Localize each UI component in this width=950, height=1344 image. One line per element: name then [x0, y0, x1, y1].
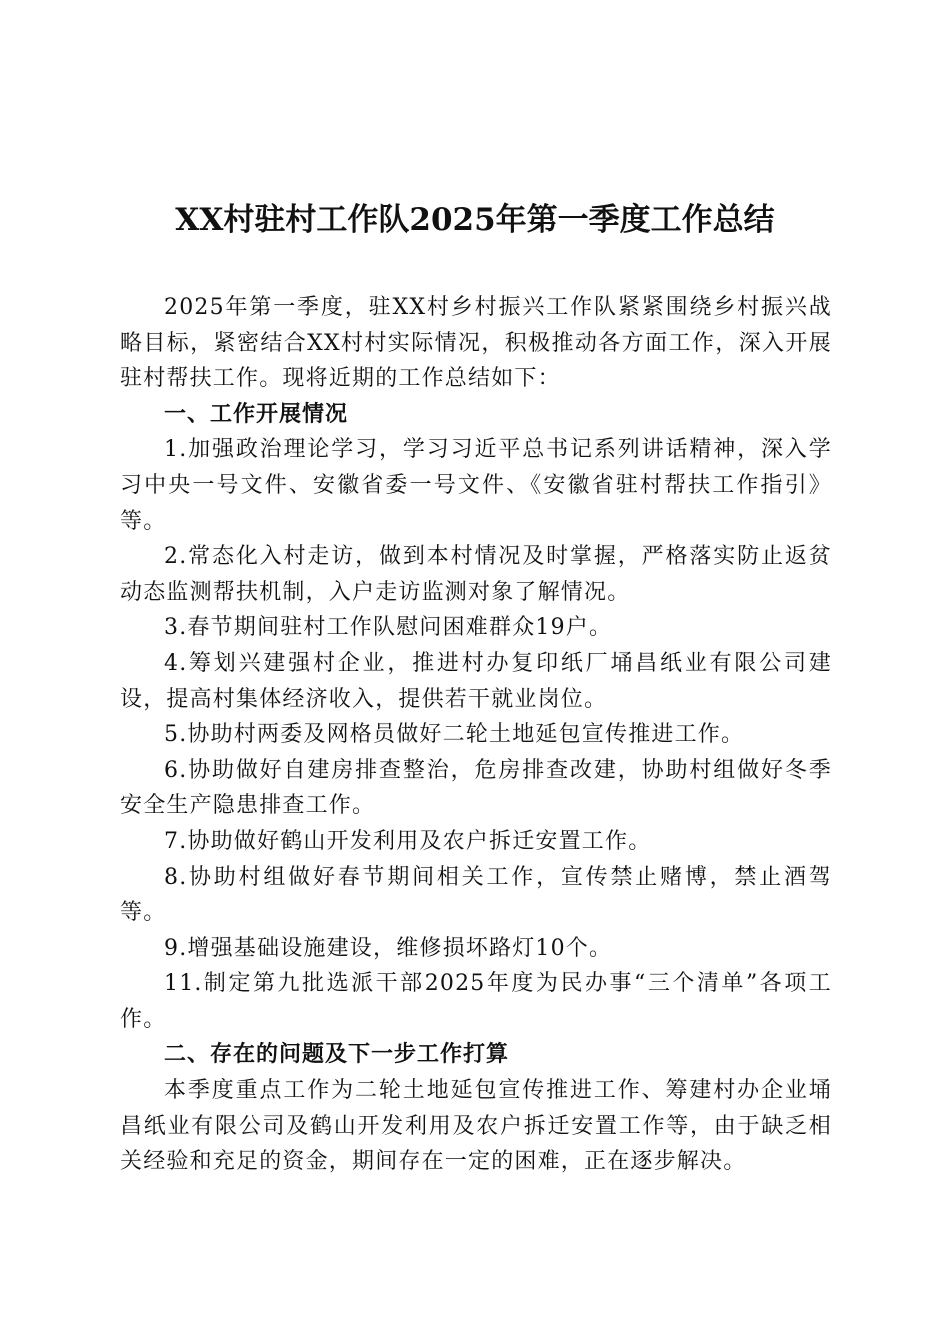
list-item: 5.协助村两委及网格员做好二轮土地延包宣传推进工作。: [164, 722, 745, 748]
list-item: 1.加强政治理论学习，学习习近平总书记系列讲话精神，深入学习中央一号文件、安徽省委一号文件、《安徽省驻村帮扶工作指引》等。: [120, 437, 832, 534]
list-item: 7.协助做好鹤山开发利用及农户拆迁安置工作。: [164, 828, 652, 854]
document-title: XX村驻村工作队2025年第一季度工作总结: [175, 202, 775, 238]
list-item: 8.协助村组做好春节期间相关工作，宣传禁止赌博，禁止酒驾等。: [120, 864, 832, 926]
list-item: 6.协助做好自建房排查整治，危房排查改建，协助村组做好冬季安全生产隐患排查工作。: [120, 757, 832, 819]
list-item: 9.增强基础设施建设，维修损坏路灯10个。: [164, 935, 613, 961]
problems-paragraph: 本季度重点工作为二轮土地延包宣传推进工作、筹建村办企业埇昌纸业有限公司及鹤山开发利用及农户拆迁安置工作等，由于缺乏相关经验和充足的资金，期间存在一定的困难，正在逐步解决。: [120, 1078, 832, 1175]
list-item: 2.常态化入村走访，做到本村情况及时掌握，严格落实防止返贫动态监测帮扶机制，入户走访监测对象了解情况。: [120, 544, 832, 605]
section-heading-problems-plans: 二、存在的问题及下一步工作打算: [164, 1042, 510, 1068]
list-item: 3.春节期间驻村工作队慰问困难群众19户。: [164, 615, 613, 641]
intro-paragraph: 2025年第一季度，驻XX村乡村振兴工作队紧紧围绕乡村振兴战略目标，紧密结合XX村村实际情况，积极推动各方面工作，深入开展驻村帮扶工作。现将近期的工作总结如下：: [120, 295, 832, 392]
list-item: 4.筹划兴建强村企业，推进村办复印纸厂埇昌纸业有限公司建设，提高村集体经济收入，提供若干就业岗位。: [120, 650, 832, 712]
list-item: 11.制定第九批选派干部2025年度为民办事“三个清单”各项工作。: [120, 971, 832, 1032]
document-body: [120, 290, 832, 1180]
section-heading-work-progress: 一、工作开展情况: [164, 401, 349, 427]
